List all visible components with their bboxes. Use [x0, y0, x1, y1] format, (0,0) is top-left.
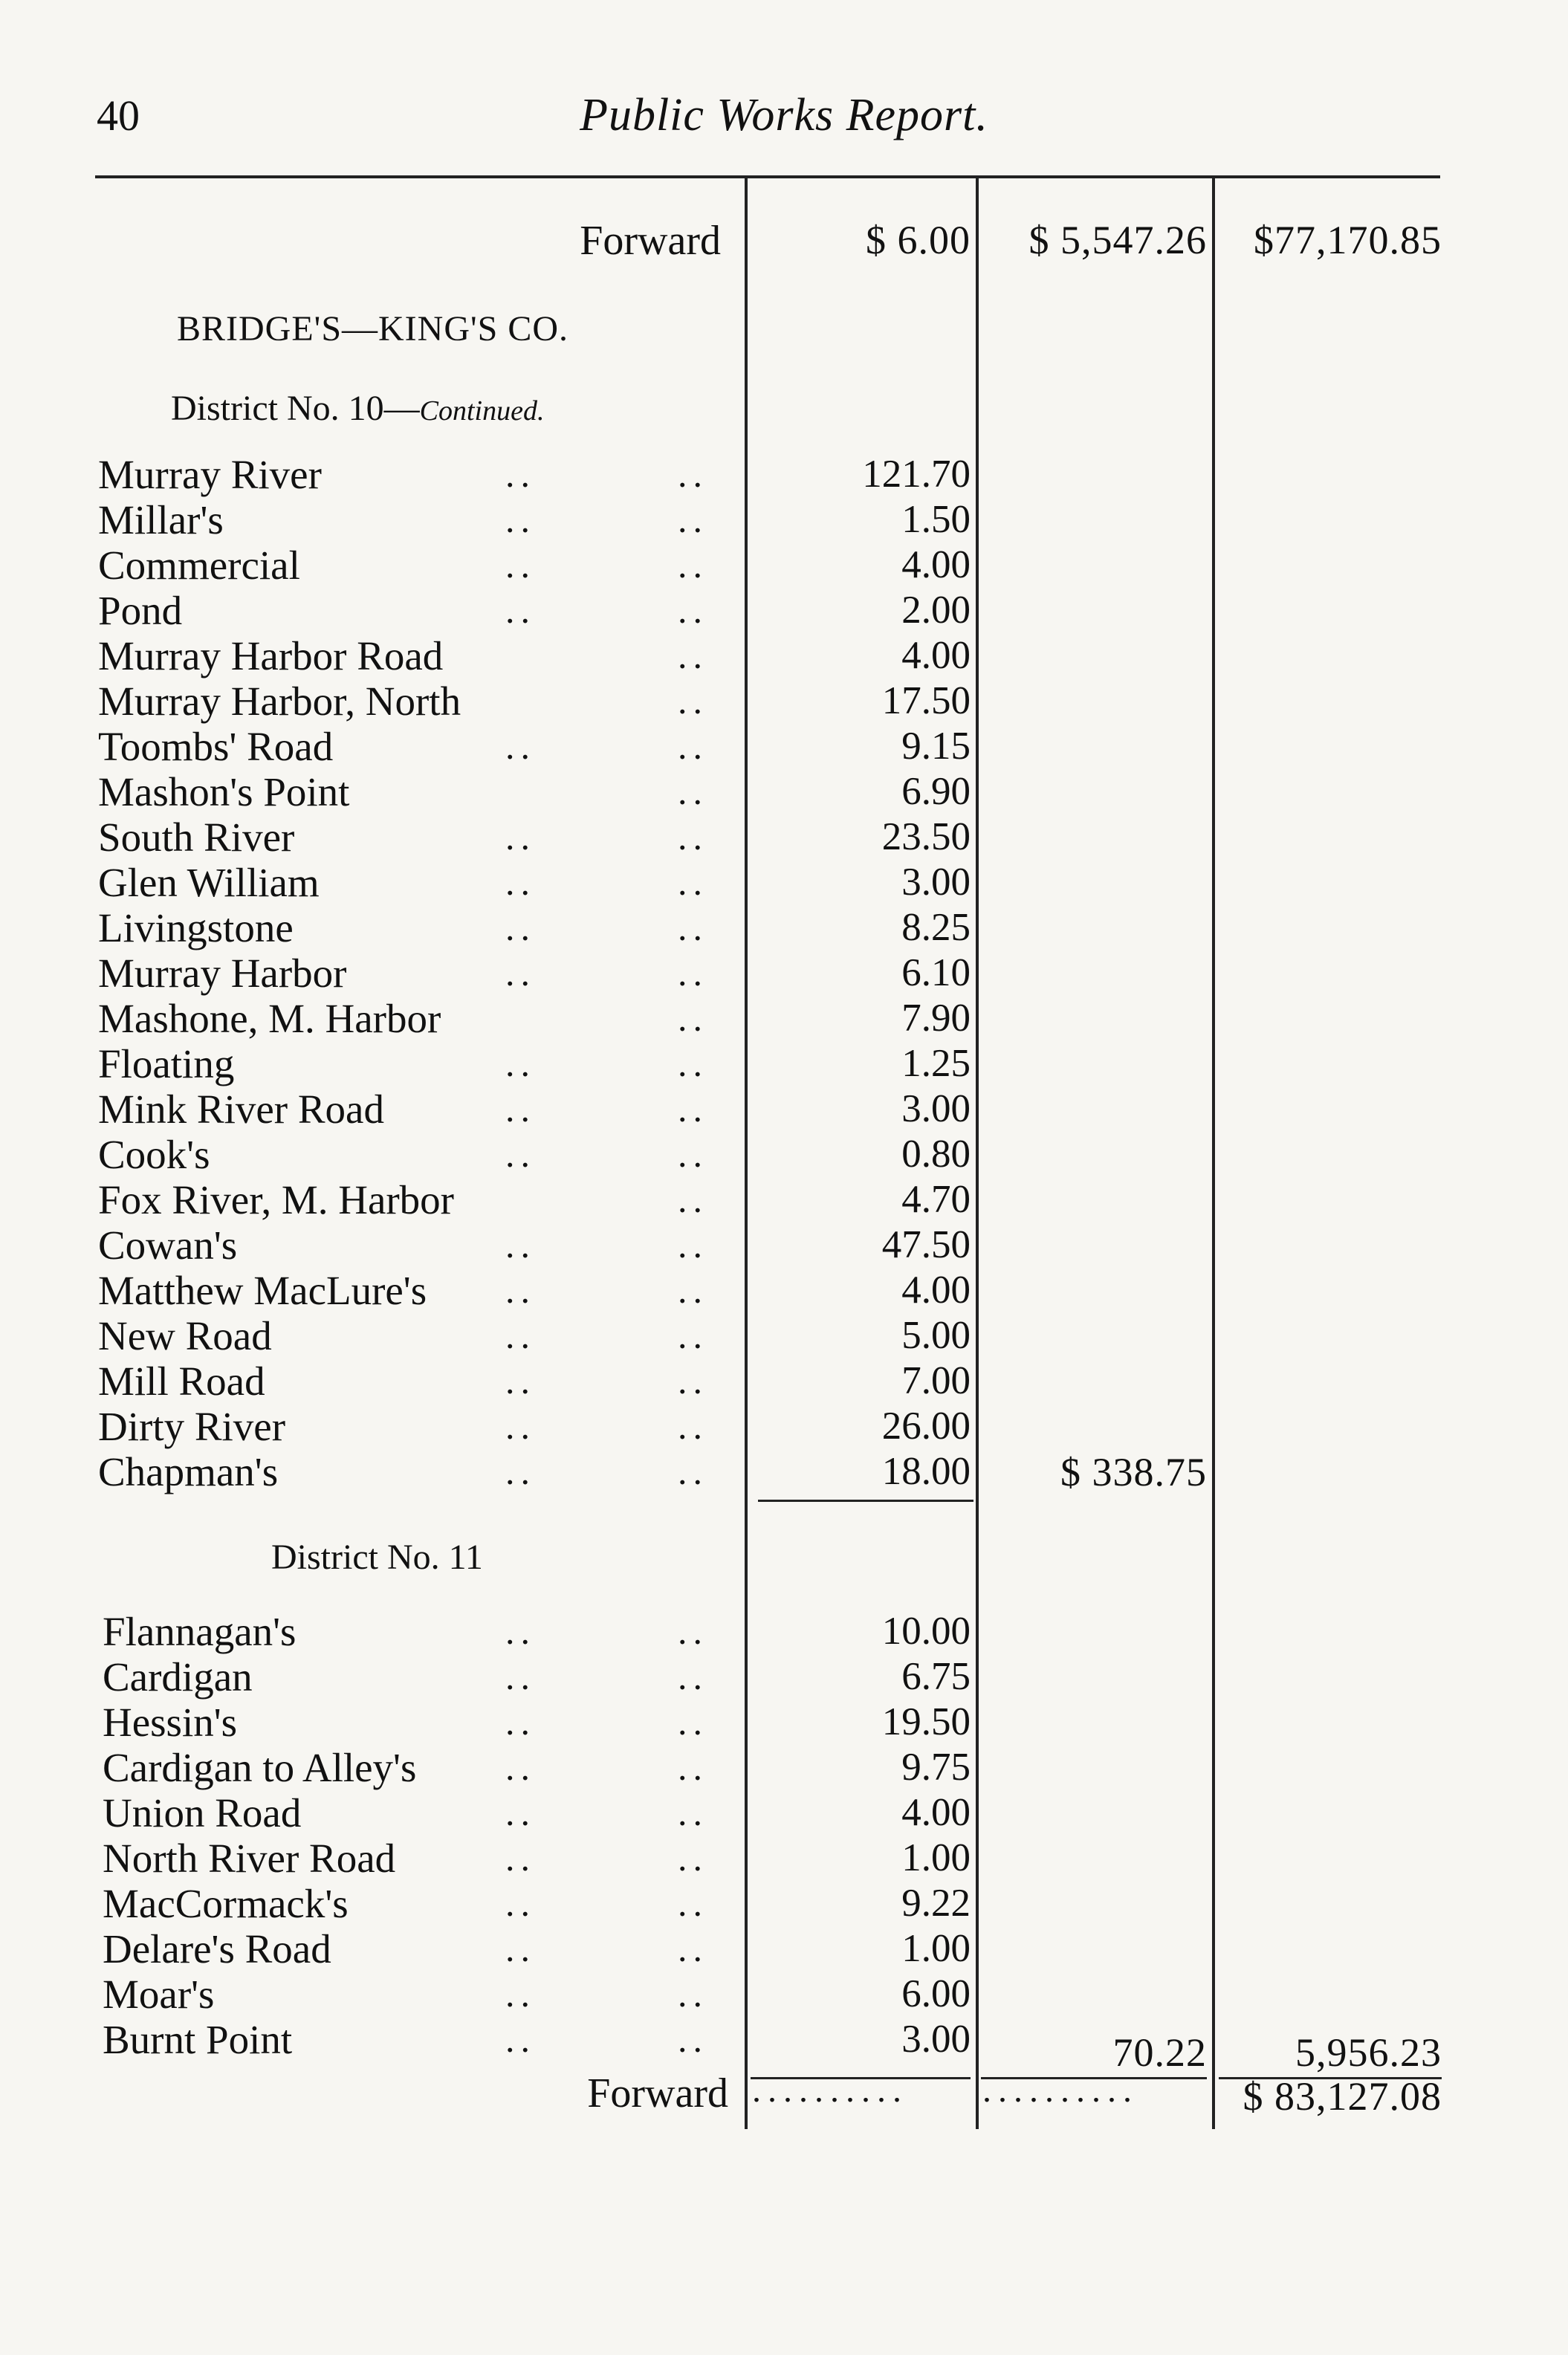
- amount-cell: 1.00: [901, 1836, 971, 1879]
- leader-dots: ..: [678, 544, 708, 586]
- amount-cell: 4.00: [901, 1269, 971, 1312]
- list-item: South River: [98, 814, 295, 860]
- amount-cell: 1.25: [901, 1042, 971, 1085]
- forward-leader-col1: ..........: [752, 2070, 908, 2110]
- leader-dots: ..: [505, 1405, 536, 1447]
- leader-dots: ..: [678, 680, 708, 722]
- list-item: Union Road: [103, 1790, 302, 1836]
- leader-dots: ..: [505, 1656, 536, 1697]
- leader-dots: ..: [505, 544, 536, 586]
- list-item: MacCormack's: [103, 1881, 349, 1926]
- forward-total-bottom: $ 83,127.08: [1243, 2074, 1442, 2119]
- leader-dots: ..: [678, 1746, 708, 1788]
- forward-label-bottom: Forward: [587, 2070, 728, 2116]
- leader-dots: ..: [505, 1746, 536, 1788]
- list-item: Mashon's Point: [98, 769, 350, 814]
- leader-dots: ..: [505, 453, 536, 495]
- amount-cell: 3.00: [901, 2018, 971, 2061]
- district-11-leaders-b: [678, 1609, 737, 2062]
- district-11-names: [0, 1609, 580, 2062]
- district-11-amounts: [751, 1609, 971, 2062]
- list-item: Cardigan: [103, 1654, 253, 1700]
- amount-cell: 4.00: [901, 634, 971, 677]
- amount-cell: 4.70: [901, 1178, 971, 1221]
- list-item: Commercial: [98, 542, 300, 588]
- list-item: Murray River: [98, 452, 322, 497]
- leader-dots: ..: [505, 1224, 536, 1266]
- leader-dots: ..: [678, 952, 708, 994]
- leader-dots: ..: [678, 1882, 708, 1924]
- list-item: Murray Harbor: [98, 950, 347, 996]
- amount-cell: 4.00: [901, 543, 971, 586]
- amount-cell: 9.75: [901, 1746, 971, 1789]
- amount-cell: 9.15: [901, 725, 971, 768]
- district-10-subtotal: $ 338.75: [1060, 1450, 1207, 1494]
- amount-cell: 6.00: [901, 1972, 971, 2015]
- leader-dots: ..: [505, 952, 536, 994]
- list-item: Delare's Road: [103, 1926, 331, 1972]
- amount-cell: 6.90: [901, 770, 971, 813]
- leader-dots: [505, 678, 565, 724]
- district-10-continued: Continued.: [419, 395, 545, 427]
- district-10-amounts: [751, 452, 971, 1494]
- leader-dots: [505, 769, 565, 814]
- amount-cell: 23.50: [881, 815, 971, 858]
- leader-dots: ..: [678, 725, 708, 767]
- leader-dots: ..: [505, 1043, 536, 1084]
- amount-cell: 3.00: [901, 1087, 971, 1130]
- list-item: Moar's: [103, 1972, 215, 2017]
- list-item: Pond: [98, 588, 183, 633]
- forward-col3-top: $77,170.85: [1254, 218, 1442, 262]
- amount-cell: 18.00: [881, 1450, 971, 1493]
- list-item: Floating: [98, 1041, 235, 1086]
- leader-dots: ..: [678, 1928, 708, 1969]
- amount-cell: 9.22: [901, 1882, 971, 1925]
- column-rule-1: [745, 178, 748, 2129]
- leader-dots: ..: [678, 2018, 708, 2060]
- leader-dots: ..: [678, 589, 708, 631]
- amount-cell: 6.10: [901, 951, 971, 994]
- leader-dots: ..: [678, 816, 708, 858]
- list-item: Cook's: [98, 1132, 210, 1177]
- forward-label-top: Forward: [580, 218, 721, 264]
- list-item: Cowan's: [98, 1222, 238, 1268]
- leader-dots: ..: [678, 1133, 708, 1175]
- district-10-leaders-a: [505, 452, 565, 1494]
- amount-cell: 0.80: [901, 1133, 971, 1176]
- amount-cell: 10.00: [881, 1610, 971, 1653]
- leader-dots: ..: [505, 725, 536, 767]
- list-item: Burnt Point: [103, 2017, 293, 2062]
- leader-dots: ..: [678, 1792, 708, 1833]
- amount-cell: 47.50: [881, 1223, 971, 1266]
- leader-dots: ..: [678, 997, 708, 1039]
- leader-dots: ..: [505, 1701, 536, 1743]
- amount-cell: 4.00: [901, 1791, 971, 1834]
- list-item: Livingstone: [98, 905, 294, 950]
- page-number: 40: [97, 91, 140, 140]
- list-item: Fox River, M. Harbor: [98, 1177, 454, 1222]
- district-10-title: District No. 10—: [171, 389, 420, 428]
- amount-cell: 17.50: [881, 679, 971, 722]
- list-item: Murray Harbor Road: [98, 633, 444, 678]
- leader-dots: ..: [678, 771, 708, 812]
- list-item: Cardigan to Alley's: [103, 1745, 417, 1790]
- leader-dots: [505, 1177, 565, 1222]
- leader-dots: ..: [678, 499, 708, 540]
- leader-dots: [505, 996, 565, 1041]
- leader-dots: ..: [505, 1315, 536, 1356]
- amount-cell: 121.70: [862, 453, 971, 496]
- leader-dots: ..: [678, 1656, 708, 1697]
- bridges-total: 5,956.23: [1295, 2030, 1442, 2075]
- leader-dots: ..: [678, 1837, 708, 1879]
- district-10-heading: [171, 388, 544, 429]
- leader-dots: ..: [678, 1043, 708, 1084]
- leader-dots: ..: [505, 1088, 536, 1130]
- district-11-leaders-a: [505, 1609, 565, 2062]
- leader-dots: ..: [678, 1179, 708, 1220]
- leader-dots: [505, 633, 565, 678]
- leader-dots: ..: [505, 907, 536, 948]
- leader-dots: ..: [678, 907, 708, 948]
- leader-dots: ..: [678, 1360, 708, 1402]
- amount-cell: 8.25: [901, 906, 971, 949]
- leader-dots: ..: [505, 1792, 536, 1833]
- amount-cell: 26.00: [881, 1405, 971, 1448]
- leader-dots: ..: [678, 1610, 708, 1652]
- leader-dots: ..: [505, 1610, 536, 1652]
- amount-cell: 5.00: [901, 1314, 971, 1357]
- leader-dots: ..: [505, 1360, 536, 1402]
- header-rule: [95, 175, 1440, 178]
- leader-dots: ..: [678, 861, 708, 903]
- list-item: Flannagan's: [103, 1609, 297, 1654]
- leader-dots: ..: [505, 1133, 536, 1175]
- forward-leader-col2: ..........: [982, 2070, 1138, 2110]
- amount-cell: 1.00: [901, 1927, 971, 1970]
- district-10-leaders-b: [678, 452, 737, 1494]
- amount-cell: 6.75: [901, 1655, 971, 1698]
- leader-dots: ..: [505, 1882, 536, 1924]
- list-item: New Road: [98, 1313, 272, 1358]
- district-11-heading: District No. 11: [271, 1538, 483, 1577]
- district-10-names: [0, 452, 580, 1494]
- leader-dots: ..: [678, 453, 708, 495]
- column-rule-3: [1212, 178, 1215, 2129]
- leader-dots: ..: [678, 635, 708, 676]
- leader-dots: ..: [505, 1451, 536, 1492]
- leader-dots: ..: [505, 2018, 536, 2060]
- leader-dots: ..: [505, 1928, 536, 1969]
- forward-col1-top: $ 6.00: [866, 218, 971, 262]
- leader-dots: ..: [505, 1837, 536, 1879]
- list-item: North River Road: [103, 1836, 396, 1881]
- district-11-subtotal: 70.22: [1112, 2030, 1207, 2075]
- district-10-sum-rule: [758, 1500, 973, 1502]
- amount-cell: 7.00: [901, 1359, 971, 1402]
- leader-dots: ..: [505, 1269, 536, 1311]
- amount-cell: 2.00: [901, 589, 971, 632]
- leader-dots: ..: [678, 1224, 708, 1266]
- list-item: Mill Road: [98, 1358, 265, 1404]
- list-item: Toombs' Road: [98, 724, 334, 769]
- leader-dots: ..: [678, 1088, 708, 1130]
- list-item: Chapman's: [98, 1449, 279, 1494]
- list-item: Millar's: [98, 497, 224, 542]
- section-title: BRIDGE'S—KING'S CO.: [177, 309, 569, 349]
- leader-dots: ..: [505, 1973, 536, 2015]
- list-item: Mashone, M. Harbor: [98, 996, 441, 1041]
- column-rule-2: [976, 178, 979, 2129]
- leader-dots: ..: [678, 1973, 708, 2015]
- forward-col2-top: $ 5,547.26: [1028, 218, 1207, 262]
- leader-dots: ..: [505, 861, 536, 903]
- list-item: Mink River Road: [98, 1086, 384, 1132]
- leader-dots: ..: [678, 1405, 708, 1447]
- leader-dots: ..: [505, 589, 536, 631]
- leader-dots: ..: [678, 1701, 708, 1743]
- leader-dots: ..: [678, 1269, 708, 1311]
- amount-cell: 1.50: [901, 498, 971, 541]
- list-item: Matthew MacLure's: [98, 1268, 427, 1313]
- list-item: Murray Harbor, North: [98, 678, 461, 724]
- list-item: Glen William: [98, 860, 320, 905]
- leader-dots: ..: [505, 816, 536, 858]
- running-title: Public Works Report.: [580, 90, 988, 140]
- amount-cell: 19.50: [881, 1700, 971, 1743]
- list-item: Dirty River: [98, 1404, 286, 1449]
- amount-cell: 7.90: [901, 997, 971, 1040]
- amount-cell: 3.00: [901, 861, 971, 904]
- leader-dots: ..: [678, 1315, 708, 1356]
- list-item: Hessin's: [103, 1700, 238, 1745]
- leader-dots: ..: [505, 499, 536, 540]
- leader-dots: ..: [678, 1451, 708, 1492]
